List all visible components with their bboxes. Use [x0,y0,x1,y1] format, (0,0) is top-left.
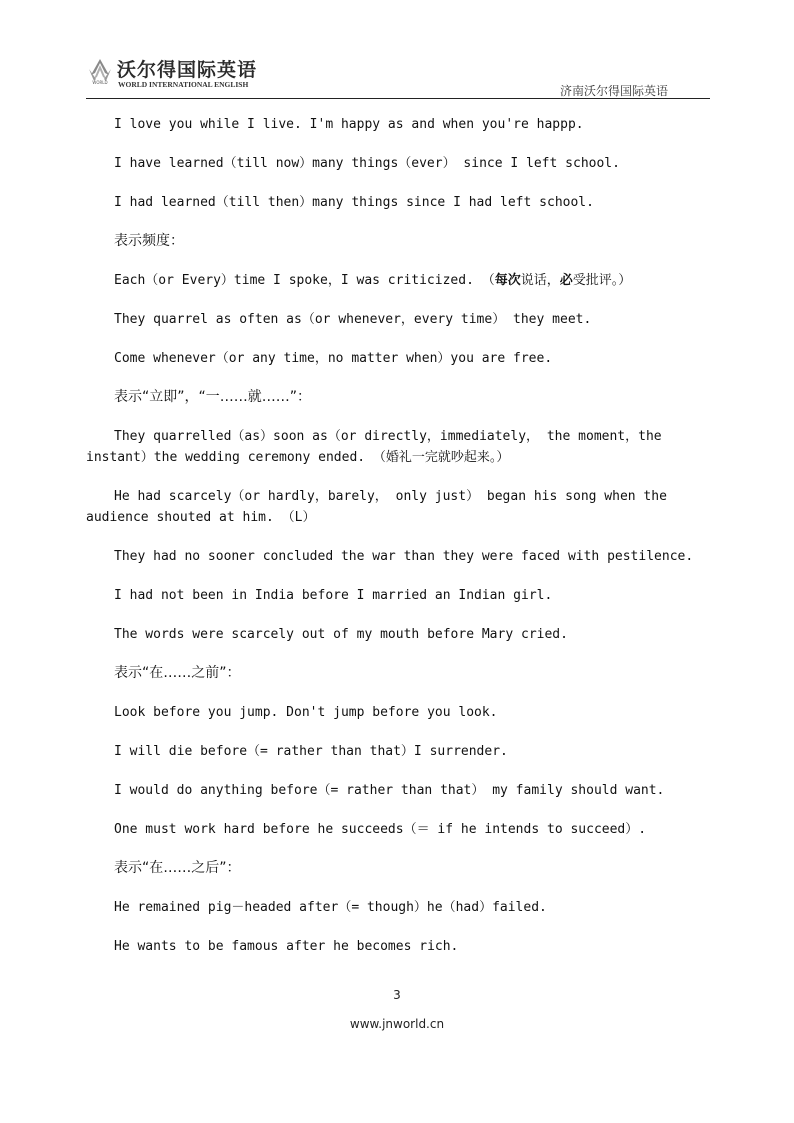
paragraph: He had scarcely（or hardly，barely， only just） began his song when the audience shouted at him. （L） [86,489,667,525]
section-heading: 表示“立即”，“一……就……”： [114,389,312,405]
paragraph: Come whenever（or any time，no matter when）you are free. [114,351,553,366]
document-body [86,114,696,975]
header-divider [86,98,710,99]
logo-chinese-name: 沃尔得国际英语 [117,59,258,81]
text-run: 受批评。） [572,273,632,288]
paragraph: I will die before（= rather than that）I surrender. [114,744,508,759]
paragraph: They quarrelled（as）soon as（or directly，immediately， the moment，the instant）the wedding ceremony ended. （婚礼一完就吵起来。） [86,429,662,465]
paragraph: He wants to be famous after he becomes rich. [114,939,459,954]
bold-text: 每次 [494,273,521,288]
paragraph: I had not been in India before I married an Indian girl. [114,588,553,603]
paragraph: They had no sooner concluded the war than they were faced with pestilence. [114,549,694,564]
page-header [86,50,710,100]
paragraph: I would do anything before（= rather than that） my family should want. [114,783,665,798]
bold-text: 必 [559,273,573,288]
paragraph: I had learned（till then）many things since I had left school. [114,195,594,210]
header-school-name: 济南沃尔得国际英语 [559,84,668,98]
paragraph: They quarrel as often as（or whenever，every time） they meet. [114,312,592,327]
paragraph: I love you while I live. I'm happy as and when you're happp. [114,117,584,132]
paragraph: Look before you jump. Don't jump before you look. [114,705,498,720]
page-number: 3 [393,988,401,1002]
section-heading: 表示“在……之前”： [114,665,241,681]
paragraph [86,270,696,291]
paragraph: He remained pig－headed after（= though）he（had）failed. [114,900,547,915]
section-heading: 表示频度： [114,233,184,249]
footer-url: www.jnworld.cn [349,1017,445,1031]
paragraph: I have learned（till now）many things（ever） since I left school. [114,156,620,171]
text-run: Each（or Every）time I spoke，I was criticized. （ [114,273,495,288]
paragraph: One must work hard before he succeeds（＝ if he intends to succeed）. [114,822,647,837]
logo-tag: WORLD [92,80,108,85]
section-heading: 表示“在……之后”： [114,860,241,876]
paragraph: The words were scarcely out of my mouth before Mary cried. [114,627,568,642]
text-run: 说话， [520,273,560,288]
logo-english-name: WORLD INTERNATIONAL ENGLISH [118,80,249,89]
